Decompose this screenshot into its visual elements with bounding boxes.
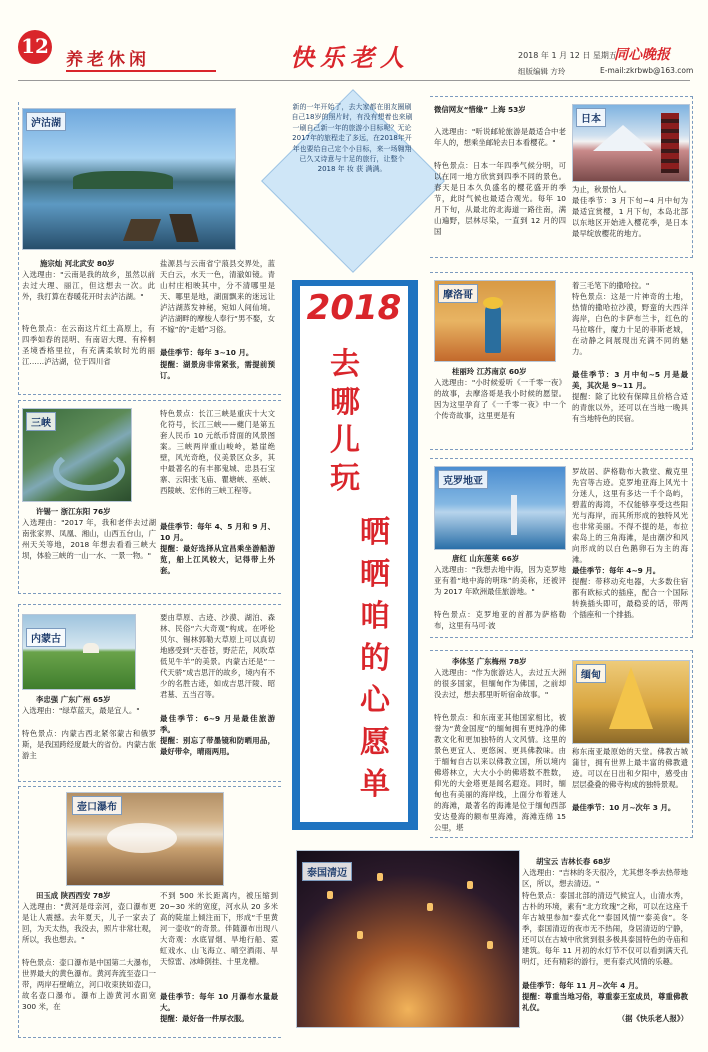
moluoge-season: 最佳季节：3 月中旬~5 月是最美，其次是 9~11 月。 <box>572 370 688 390</box>
taiguo-lantern <box>357 931 363 939</box>
headline-col-1 <box>330 346 360 498</box>
header-rule <box>18 80 690 81</box>
riben-season: 最佳季节：3 月下旬~4 月中旬为最适宜赏樱，1 月下旬，本岛北部以东地区开始进入樱花季，是日本最早绽放樱花的地方。 <box>572 196 688 238</box>
riben-title: 日本 <box>576 108 606 127</box>
miandian-col2: 称东南亚最原始的天堂。佛教古城蒲甘，拥有世界上最丰富的佛教遗迹。可以在日出和夕阳中，感受由层层叠叠的佛寺构成的独特景观。 <box>572 747 688 789</box>
issue-date: 2018 年 1 月 12 日 星期五 <box>518 51 617 60</box>
headline-char: 单 <box>360 767 390 802</box>
luguhu-season: 最佳季节：每年 3~10 月。 <box>160 348 254 357</box>
taiguo-lantern <box>467 881 473 889</box>
keluodiya-reason: 入选理由："我想去地中海，因为克罗地亚有着“地中海的明珠”的美称，还被评为 2017 年欧洲最佳旅游地。" <box>434 565 566 596</box>
headline-char: 咱 <box>360 599 390 634</box>
taiguo-season: 最佳季节：每年 11 月~次年 4 月。 <box>522 981 643 990</box>
moluoge-title: 摩洛哥 <box>438 284 478 303</box>
taiguo-lantern <box>487 941 493 949</box>
taiguo-feature: 特色景点：泰国北部的清迈气候宜人，山清水秀，古朴的环境，素有“北方玫瑰”之称，可以在这座千年古城里参加“泰式化”“泰国风情”“泰美食”。冬季，泰国清迈的夜市无不热闹，身居清迈的宁静，还可以在古城中欣赏到很多极具泰国特色的寺庙和建筑。每年 11 月初的水灯节不仅可以看到满天孔明灯，还有精彩的游行，更有泰式风情的乐趣。 <box>522 891 688 966</box>
headline-char: 心 <box>360 683 390 718</box>
hukou-reason: 入选理由："黄河是母亲河，壶口瀑布更是让人震撼。去年夏天，儿子一家去了回，为天太热，我没去，照片非常壮观，所以，我也想去。" <box>22 902 156 944</box>
column-title: 快乐老人 <box>290 43 410 72</box>
riben-feature: 特色景点：日本一年四季气候分明，可以在同一地方欣赏到四季不同的景色。春天是日本久负盛名的樱花盛开的季节，此时气候也最适合观光。每年 10 月下旬，从最北的北海道一路往南，满山遍野，层林尽染，一直到 12 月的四国 <box>434 161 566 236</box>
headline-char: 晒 <box>360 515 390 550</box>
headline-col-2 <box>360 512 394 806</box>
riben-frame <box>430 96 693 258</box>
hukou-season: 最佳季节：每年 10 月瀑布水量最大。 <box>160 992 278 1012</box>
hukou-col2: 不到 500 米长距离内，被压缩到 20~30 米的宽度，河水从 20 多米高的陡崖上倾注而下，形成“千里黄河一壶收”的奇景。伴随瀑布出现八大奇观：水底冒烟、旱地行船、霓虹戏水、山飞海立、晴空洒雨、旱天惊雷、冰峰倒挂、十里龙槽。 <box>160 891 278 966</box>
luguhu-author: 施宗灿 河北武安 80岁 <box>40 259 115 268</box>
taiguo-title: 泰国清迈 <box>302 862 352 881</box>
sanxia-tip: 提醒：最好选择从宜昌乘坐游船游览，船上江风较大，记得带上外套。 <box>160 544 275 575</box>
keluodiya-col2: 罗故居、萨格勒布大教堂、戴克里先宫等古迹。克罗地亚海上风光十分迷人，这里有多达一千个岛屿，碧蓝的海湾，不仅能够享受这些阳光与海岸，而其所形成的独特风光也非常美丽。不得不提的是，布拉索岛上的三角海滩，是由潮汐和风向形成的以白色鹅卵石为主的海滩。 <box>572 467 688 564</box>
headline-char: 哪 <box>330 385 360 420</box>
paper-logo: 同心晚报 <box>614 47 670 63</box>
keluodiya-frame <box>430 458 693 638</box>
editor-credit: 组版编辑 方玲 <box>518 67 566 76</box>
headline-char: 玩 <box>330 461 360 496</box>
keluodiya-season: 最佳季节：每年 4~9 月。 <box>572 566 661 575</box>
taiguo-source: （据《快乐老人报》） <box>617 1014 688 1023</box>
neimenggu-tip: 提醒：别忘了带墨镜和防晒用品，最好带伞，晴雨两用。 <box>160 736 275 756</box>
headline-char: 愿 <box>360 725 390 760</box>
sanxia-col2: 特色景点：长江三峡是重庆十大文化符号，长江三峡——夔门是第五套人民币 10 元纸币背面的风景图案。三峡两岸重山峻岭，悬崖绝壁，风光奇绝，仪美景区众多，其中最著名的有丰都鬼城、忠县石宝寨、云阳张飞庙、瞿塘峡、巫峡、西陵峡、宏伟的三峡工程等。 <box>160 409 275 495</box>
taiguo-lantern <box>427 903 433 911</box>
taiguo-lantern <box>377 873 383 881</box>
neimenggu-col2: 要由草原、古迹、沙漠、湖泊、森林、民俗“六大奇观”构成。在呼伦贝尔、锡林郭勒大草原上可以真切地感受到“天苍苍，野茫茫，风吹草低见牛羊”的美景。内蒙古还是“一代天骄”成吉思汗的故乡，境内有不少的名胜古迹，如成吉思汗陵、昭君墓、五当召等。 <box>160 613 275 699</box>
section-underline <box>66 70 216 72</box>
page-number: 12 <box>21 34 49 58</box>
headline-char: 去 <box>330 347 360 382</box>
riben-col2: 为止，秋景怡人。 <box>572 185 632 194</box>
riben-reason: 入选理由："听说邮轮旅游是最适合中老年人的，想乘坐邮轮去日本看樱花。" <box>434 127 566 147</box>
taiguo-lantern <box>327 891 333 899</box>
keluodiya-feature: 特色景点：克罗地亚的首都为萨格勒布，这里有马可·波 <box>434 610 566 630</box>
sanxia-frame <box>18 400 281 594</box>
sanxia-title: 三峡 <box>26 412 56 431</box>
miandian-reason: 入选理由："作为旅游达人，去过五大洲的很多国家，但缅甸作为佛国，之前却没去过，想去那里听听宿命故事。" <box>434 668 566 699</box>
hukou-tip: 提醒：最好备一件厚衣服。 <box>160 1014 249 1023</box>
luguhu-tip: 提醒：湖景房非常紧张，需提前预订。 <box>160 360 275 380</box>
moluoge-author: 桂丽玲 江苏南京 60岁 <box>452 367 527 376</box>
neimenggu-feature: 特色景点：内蒙古西北紧邻蒙古和俄罗斯，是我国跨经度最大的省份。内蒙古旅游主 <box>22 729 156 760</box>
miandian-title: 缅甸 <box>576 664 606 683</box>
intro-text: 新的一年开始了，去大家都在朋友圈刷自己18岁的照片时，有没有想着也来刷一刷自己新一年的旅游小目标呢？无论2017年的旅程走了多远，在2018年开年也要给自己定个小目标，来一场翱翔已久又诗意与十足的旅行，让整个 2018 年 妆 获 满满。 <box>291 103 413 174</box>
luguhu-reason: 入选理由："云南是我的故乡，虽然以前去过大理、丽江，但这想去一次。此外，我打算在春暖花开时去泸沽湖。" <box>22 270 155 301</box>
moluoge-reason: 入选理由："小时候爱听《一千零一夜》的故事，去摩洛哥是我小时候的愿望。因为这里孕育了《一千零一夜》中一个个传奇故事，这里更是有 <box>434 378 566 420</box>
neimenggu-frame <box>18 604 281 782</box>
miandian-author: 李体坚 广东梅州 78岁 <box>452 657 527 666</box>
moluoge-feature: 特色景点：这是一片神奇的土地，热情的撒哈拉沙漠，野蛮的大西洋海岸，白色的卡萨布兰卡，红色的马拉喀什，魔力十足的菲斯老城，在动静之间展现出充满不同的魅力。 <box>572 292 688 356</box>
neimenggu-reason: 入选理由："绿草蓝天，最是宜人。" <box>22 706 140 715</box>
moluoge-col2: 着三毛笔下的撒哈拉。" <box>572 281 650 290</box>
sanxia-reason: 入选理由："2017 年，我和老伴去过湖南张家界、凤凰、湘山，山西五台山，广州天关等地，2018 年想去看看三峡大坝，体验三峡的一山一水、一景一物。" <box>22 518 156 560</box>
taiguo-reason: 入选理由："吉林的冬天很冷，尤其想冬季去热带地区，所以，想去清迈。" <box>522 868 688 888</box>
riben-author: 微信网友“惜缘” 上海 53岁 <box>434 105 526 114</box>
sanxia-season: 最佳季节：每年 4、5 月和 9 月、10 月。 <box>160 522 275 542</box>
headline-char: 儿 <box>330 423 360 458</box>
keluodiya-title: 克罗地亚 <box>438 470 488 489</box>
luguhu-col2: 盐源县与云南省宁蒗县交界处，蓝天白云，水天一色，清澈如镜。青山村庄相映其中，分不清哪里是天、哪里是地，湖面飘来的迷远让泸沽湖蒸发神秘，宛如人间仙境。泸沽湖畔的摩梭人奉行“男不娶，女不嫁”的“走婚”习俗。 <box>160 259 275 334</box>
page-header <box>0 0 708 90</box>
headline-banner <box>292 280 418 830</box>
contact-email: E-mail:zkrbwb@163.com <box>600 66 694 75</box>
intro-diamond <box>262 90 442 270</box>
hukou-title: 壶口瀑布 <box>72 796 122 815</box>
miandian-season: 最佳季节：10 月~次年 3 月。 <box>572 803 676 812</box>
neimenggu-title: 内蒙古 <box>26 628 66 647</box>
moluoge-tip: 提醒：除了比较有保障且价格合适的青旅以外，还可以在当地一晚具有当地特色的民宿。 <box>572 392 688 423</box>
hukou-feature: 特色景点：壶口瀑布是中国第二大瀑布，世界最大的黄色瀑布。黄河奔流至壶口一带，两岸石壁峭立，河口收束狭如壶口，故名壶口瀑布。瀑布上游黄河水面宽 300 米，在 <box>22 958 156 1011</box>
moluoge-frame <box>430 272 693 450</box>
miandian-frame <box>430 650 693 838</box>
hukou-author: 田玉成 陕西西安 78岁 <box>36 891 111 900</box>
luguhu-frame <box>18 102 281 395</box>
headline-char: 晒 <box>360 557 390 592</box>
headline-year: 2018 <box>306 288 402 328</box>
headline-char: 的 <box>360 641 390 676</box>
miandian-feature: 特色景点：和东南亚其他国家相比，被誉为“黄金国度”的缅甸拥有更纯净的佛教文化和更加独特的人文风情。这里的景色更宜人、更悠闲、更具佛教味。由于缅甸自古以来以佛教立国，所以境内佛塔林立，大大小小的佛塔数不胜数，仰光的大金塔更是闻名遐迩。同时，缅甸也有美丽的海岸线，上面分布着迷人的海滩，最著名的海滩是位于缅甸西部安达曼海的额布里海滩，海滩连绵 15 公里，堪 <box>434 713 566 832</box>
luguhu-title: 泸沽湖 <box>26 112 66 131</box>
neimenggu-author: 李忠强 广东广州 65岁 <box>36 695 111 704</box>
keluodiya-tip: 提醒：带移动充电器，大多数住宿都有欧标式的插座，配合一个国际转换插头即可，最稳妥的话，带两个插座和一个排插。 <box>572 577 688 619</box>
neimenggu-season: 最佳季节：6~9 月是最佳旅游季。 <box>160 714 275 734</box>
taiguo-tip: 提醒：尊重当地习俗，尊重泰王室成员，尊重佛教礼仪。 <box>522 992 688 1012</box>
sanxia-author: 许锡一 浙江东阳 76岁 <box>36 507 111 516</box>
section-title: 养老休闲 <box>66 50 150 70</box>
hukou-frame <box>18 786 281 1038</box>
luguhu-feature: 特色景点：在云南这片红土高原上，有四季如春的昆明、有南诏大理、有梓桐圣境香格里拉，有充满柔软时光的丽江……泸沽湖，位于四川省 <box>22 324 155 366</box>
keluodiya-author: 唐红 山东莲莱 66岁 <box>452 554 520 563</box>
taiguo-author: 胡宝云 吉林长春 68岁 <box>536 857 611 866</box>
